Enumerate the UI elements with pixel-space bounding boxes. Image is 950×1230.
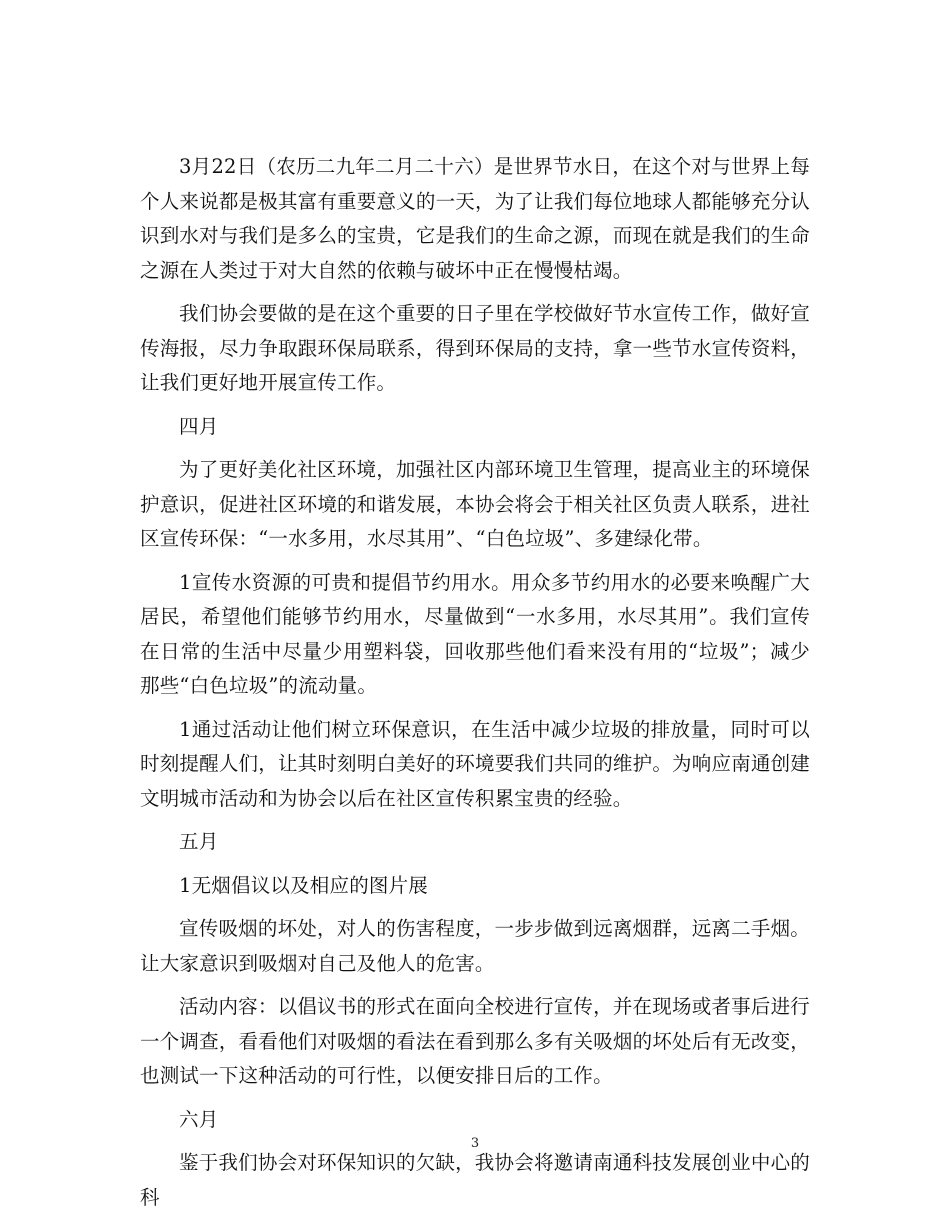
paragraph-awareness-item: 1通过活动让他们树立环保意识，在生活中减少垃圾的排放量，同时可以时刻提醒人们，让其时刻明白美好的环境要我们共同的维护。为响应南通创建文明城市活动和为协会以后在社区宣传积累宝贵的经验。 [140,717,810,810]
paragraph-water-saving-item: 1宣传水资源的可贵和提倡节约用水。用众多节约用水的必要来唤醒广大居民，希望他们能够节约用水，尽量做到“一水多用，水尽其用”。我们宣传在日常的生活中尽量少用塑料袋，回收那些他们看来没有用的“垃圾”；减少那些“白色垃圾”的流动量。 [140,570,810,697]
document-body [140,150,810,1224]
section-heading-may: 五月 [179,830,219,853]
paragraph-activity-content: 活动内容：以倡议书的形式在面向全校进行宣传，并在现场或者事后进行一个调查，看看他们对吸烟的看法在看到那么多有关吸烟的坏处后有无改变，也测试一下这种活动的可行性，以便安排日后的工作。 [140,995,810,1087]
paragraph-school-water-campaign: 我们协会要做的是在这个重要的日子里在学校做好节水宣传工作，做好宣传海报，尽力争取跟环保局联系，得到环保局的支持，拿一些节水宣传资料，让我们更好地开展宣传工作。 [140,302,810,394]
paragraph-no-smoking-item: 1无烟倡议以及相应的图片展 [179,873,429,897]
section-heading-june: 六月 [179,1107,219,1131]
section-heading-april: 四月 [179,414,219,438]
paragraph-smoking-harm: 宣传吸烟的坏处，对人的伤害程度，一步步做到远离烟群，远离二手烟。让大家意识到吸烟对自己及他人的危害。 [140,917,810,975]
paragraph-community-environment: 为了更好美化社区环境，加强社区内部环境卫生管理，提高业主的环境保护意识，促进社区环境的和谐发展，本协会将会于相关社区负责人联系，进社区宣传环保：“一水多用，水尽其用”、“白色垃圾”、多建绿化带。 [140,458,810,550]
page-number: 3 [470,1136,480,1151]
paragraph-world-water-day: 3月22日（农历二九年二月二十六）是世界节水日，在这个对与世界上每个人来说都是极其富有重要意义的一天，为了让我们每位地球人都能够充分认识到水对与我们是多么的宝贵，它是我们的生命之源，而现在就是我们的生命之源在人类过于对大自然的依赖与破坏中正在慢慢枯竭。 [140,155,810,282]
paragraph-june-lecture: 鉴于我们协会对环保知识的欠缺，我协会将邀请南通科技发展创业中心的科 [140,1151,810,1209]
